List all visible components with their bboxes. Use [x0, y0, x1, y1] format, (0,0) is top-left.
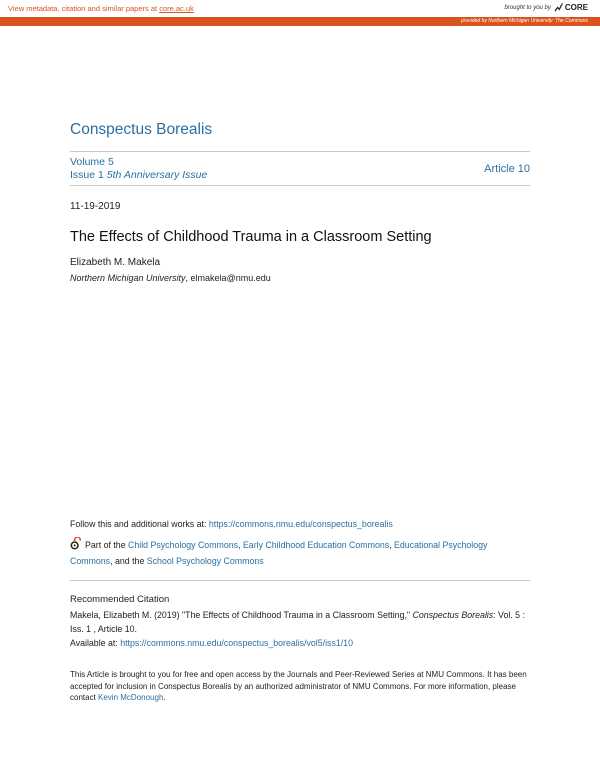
- divider-volume: [70, 185, 530, 186]
- follow-line: [70, 519, 393, 529]
- citation-journal: Conspectus Borealis: [412, 610, 494, 620]
- core-logo-icon: [554, 3, 563, 12]
- notice-text: This Article is brought to you for free and open access by the Journals and Peer-Reviewed Series at NMU Commons. It has been accepted for inclusion in Conspectus Borealis by an authorized administrator of NMU Commons. For more information, please contact: [70, 670, 527, 702]
- notice-end: .: [163, 693, 166, 702]
- author-name: Elizabeth M. Makela: [70, 257, 161, 268]
- publication-date: 11-19-2019: [70, 201, 121, 212]
- author-institution: Northern Michigan University: [70, 273, 186, 283]
- author-affiliation: [70, 273, 271, 283]
- divider-top: [70, 151, 530, 152]
- part-of-block: [70, 537, 490, 569]
- child-psychology-link[interactable]: Child Psychology Commons: [128, 540, 239, 550]
- educational-psychology-link[interactable]: Educational Psychology Commons: [70, 540, 488, 566]
- divider-citation: [70, 580, 530, 581]
- article-title: The Effects of Childhood Trauma in a Classroom Setting: [70, 229, 432, 245]
- issue-link[interactable]: [70, 169, 207, 182]
- core-metadata-link[interactable]: [8, 4, 194, 13]
- recommended-citation-heading: Recommended Citation: [70, 594, 170, 605]
- follow-text: Follow this and additional works at:: [70, 519, 209, 529]
- early-childhood-link[interactable]: Early Childhood Education Commons: [242, 540, 390, 550]
- core-brand-text: CORE: [564, 3, 588, 12]
- volume-link[interactable]: Volume 5: [70, 156, 114, 168]
- brought-to-you-text: brought to you by: [504, 4, 551, 11]
- core-metadata-text: View metadata, citation and similar papers at: [8, 4, 160, 13]
- core-header: [0, 0, 600, 17]
- core-logo: [554, 3, 588, 12]
- separator: ,: [389, 540, 395, 550]
- core-brand[interactable]: [505, 3, 589, 12]
- issue-name: 5th Anniversary Issue: [106, 169, 208, 181]
- core-provided-bar: [0, 17, 600, 26]
- separator: ,: [238, 540, 243, 550]
- issue-label: Issue 1: [70, 169, 104, 181]
- available-at-label: Available at:: [70, 638, 121, 648]
- contact-link[interactable]: Kevin McDonough: [98, 693, 164, 702]
- core-domain-link[interactable]: core.ac.uk: [159, 4, 194, 13]
- article-number[interactable]: Article 10: [484, 163, 530, 175]
- provided-by-text[interactable]: provided by Northern Michigan University: The Commons: [461, 18, 588, 24]
- part-of-prefix: Part of the: [85, 540, 129, 550]
- author-email: , elmakela@nmu.edu: [185, 273, 271, 283]
- separator: , and the: [110, 555, 147, 566]
- citation-text: [70, 608, 530, 650]
- citation-url-link[interactable]: https://commons.nmu.edu/conspectus_borealis/vol5/iss1/10: [120, 638, 353, 648]
- volume-issue: [70, 156, 207, 182]
- open-access-icon: [70, 537, 83, 550]
- school-psychology-link[interactable]: School Psychology Commons: [146, 555, 264, 566]
- journal-title[interactable]: Conspectus Borealis: [70, 121, 213, 138]
- follow-url-link[interactable]: https://commons.nmu.edu/conspectus_borealis: [208, 519, 393, 529]
- citation-line: Makela, Elizabeth M. (2019) "The Effects of Childhood Trauma in a Classroom Setting,": [70, 610, 413, 620]
- access-notice: [70, 669, 530, 704]
- citation-volume: : Vol. 5 : Iss. 1 , Article 10.: [70, 610, 525, 634]
